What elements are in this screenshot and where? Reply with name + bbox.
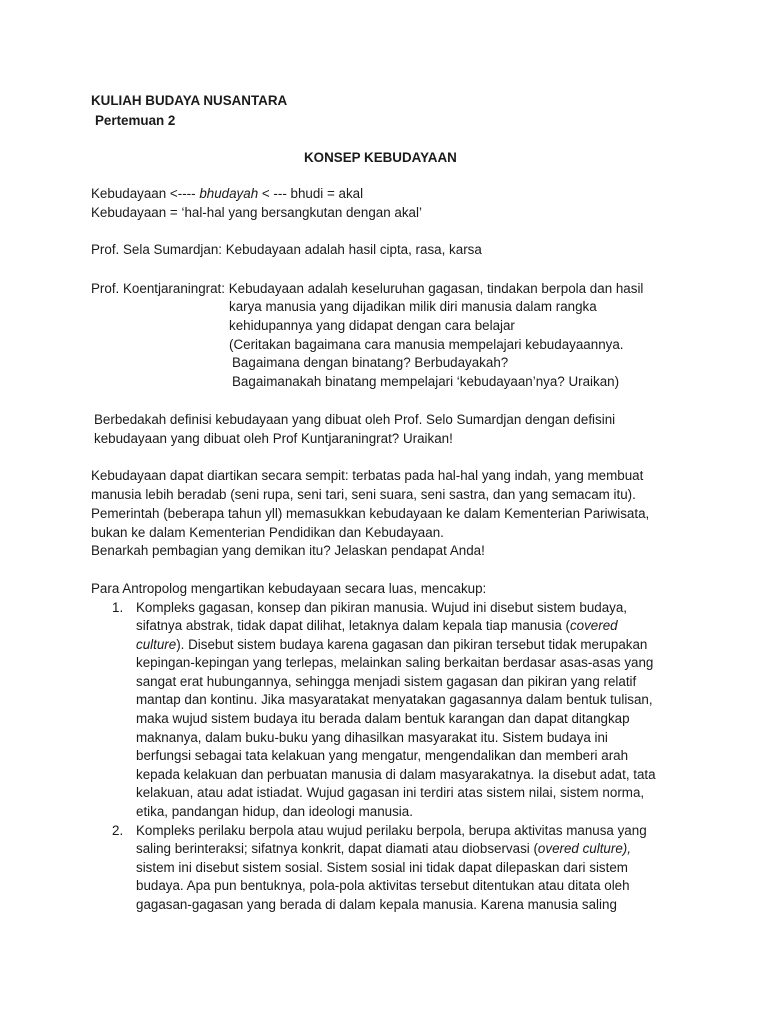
narrow-meaning-line: bukan ke dalam Kementerian Pendidikan dan Kebudayaan. <box>91 525 444 540</box>
etymology-suffix: < --- bhudi = akal <box>258 186 364 201</box>
definition-koent-line: Bagaimana dengan binatang? Berbudayakah? <box>232 355 509 370</box>
italic-term-covered: covered <box>569 618 618 633</box>
narrow-meaning-line: manusia lebih beradab (seni rupa, seni tari, seni suara, seni sastra, dan yang semacam itu). <box>91 487 636 502</box>
list-item-1-line: maknanya, dalam buku-buku yang dihasilkan masyarakat itu. Sistem budaya ini <box>136 730 608 745</box>
etymology-prefix: Kebudayaan <---- <box>91 186 200 201</box>
list-item-1-line <box>136 617 618 635</box>
etymology-italic-term: bhudayah <box>199 186 259 201</box>
italic-term-culture: culture <box>136 637 177 652</box>
list-item-1-line: mantap dan kontinu. Jika masyaratakat menyatakan gagasannya dalam bentuk tulisan, <box>136 692 653 707</box>
list-item-1-line <box>136 636 647 654</box>
list-item-1-text: ). Disebut sistem budaya karena gagasan dan pikiran tersebut tidak merupakan <box>176 637 648 652</box>
meeting-label: Pertemuan 2 <box>95 113 176 128</box>
course-title: KULIAH BUDAYA NUSANTARA <box>91 93 288 108</box>
list-item-1-line: maka wujud sistem budaya itu berada dalam bentuk karangan dan dapat ditangkap <box>136 711 630 726</box>
list-item-2-line: gagasan-gagasan yang berada di dalam kepala manusia. Karena manusia saling <box>136 897 617 912</box>
definition-koent-line: kehidupannya yang didapat dengan cara belajar <box>229 318 515 333</box>
section-title: KONSEP KEBUDAYAAN <box>304 150 457 165</box>
etymology-line-2: Kebudayaan = ‘hal-hal yang bersangkutan dengan akal’ <box>91 205 422 220</box>
list-item-2-line: budaya. Apa pun bentuknya, pola-pola aktivitas tersebut ditentukan atau ditata oleh <box>136 878 630 893</box>
narrow-meaning-line: Pemerintah (beberapa tahun yll) memasukkan kebudayaan ke dalam Kementerian Pariwisata, <box>91 506 650 521</box>
list-item-2-text: saling berinteraksi; sifatnya konkrit, dapat diamati atau diobservasi ( <box>136 841 538 856</box>
narrow-meaning-line: Kebudayaan dapat diartikan secara sempit: terbatas pada hal-hal yang indah, yang membuat <box>91 468 644 483</box>
italic-term-overed-culture: overed culture), <box>537 841 631 856</box>
definition-koent-line: Prof. Koentjaraningrat: Kebudayaan adalah keseluruhan gagasan, tindakan berpola dan hasil <box>91 281 644 296</box>
list-item-2-line <box>136 840 631 858</box>
etymology-line-1 <box>91 185 363 203</box>
list-item-number: 2. <box>112 823 124 838</box>
definition-koent-line: Bagaimanakah binatang mempelajari ‘kebudayaan’nya? Uraikan) <box>232 374 620 389</box>
definition-koent-line: karya manusia yang dijadikan milik diri manusia dalam rangka <box>229 299 597 314</box>
list-item-1-line: etika, pandangan hidup, dan ideologi manusia. <box>136 804 413 819</box>
list-item-1-line: berfungsi sebagai tata kelakuan yang mengatur, mengendalikan dan memberi arah <box>136 748 629 763</box>
list-item-number: 1. <box>112 600 124 615</box>
list-item-2-line: Kompleks perilaku berpola atau wujud perilaku berpola, berupa aktivitas manusa yang <box>136 823 647 838</box>
list-item-1-line: kepingan-kepingan yang terlepas, melainkan saling berkaitan berdasar asas-asas yang <box>136 655 654 670</box>
list-item-1-line: kepada kelakuan dan perbuatan manusia di dalam masyarakatnya. Ia disebut adat, tata <box>136 767 656 782</box>
broad-intro: Para Antropolog mengartikan kebudayaan secara luas, mencakup: <box>91 581 487 596</box>
list-item-2-line: sistem ini disebut sistem sosial. Sistem sosial ini tidak dapat dilepaskan dari sistem <box>136 860 628 875</box>
compare-question-line: Berbedakah definisi kebudayaan yang dibuat oleh Prof. Selo Sumardjan dengan defisini <box>94 412 616 427</box>
definition-sela: Prof. Sela Sumardjan: Kebudayaan adalah hasil cipta, rasa, karsa <box>91 242 482 257</box>
definition-koent-line: (Ceritakan bagaimana cara manusia mempelajari kebudayaannya. <box>229 337 624 352</box>
list-item-1-line: Kompleks gagasan, konsep dan pikiran manusia. Wujud ini disebut sistem budaya, <box>136 600 628 615</box>
list-item-1-line: kelakuan, atau adat istiadat. Wujud gagasan ini terdiri atas sistem nilai, sistem norma, <box>136 785 645 800</box>
list-item-1-line: sangat erat hubungannya, sehingga menjadi sistem gagasan dan pikiran yang relatif <box>136 674 637 689</box>
list-item-1-text: sifatnya abstrak, tidak dapat dilihat, letaknya dalam kepala tiap manusia ( <box>136 618 570 633</box>
compare-question-line: kebudayaan yang dibuat oleh Prof Kuntjaraningrat? Uraikan! <box>94 431 453 446</box>
narrow-meaning-line: Benarkah pembagian yang demikan itu? Jelaskan pendapat Anda! <box>91 543 485 558</box>
